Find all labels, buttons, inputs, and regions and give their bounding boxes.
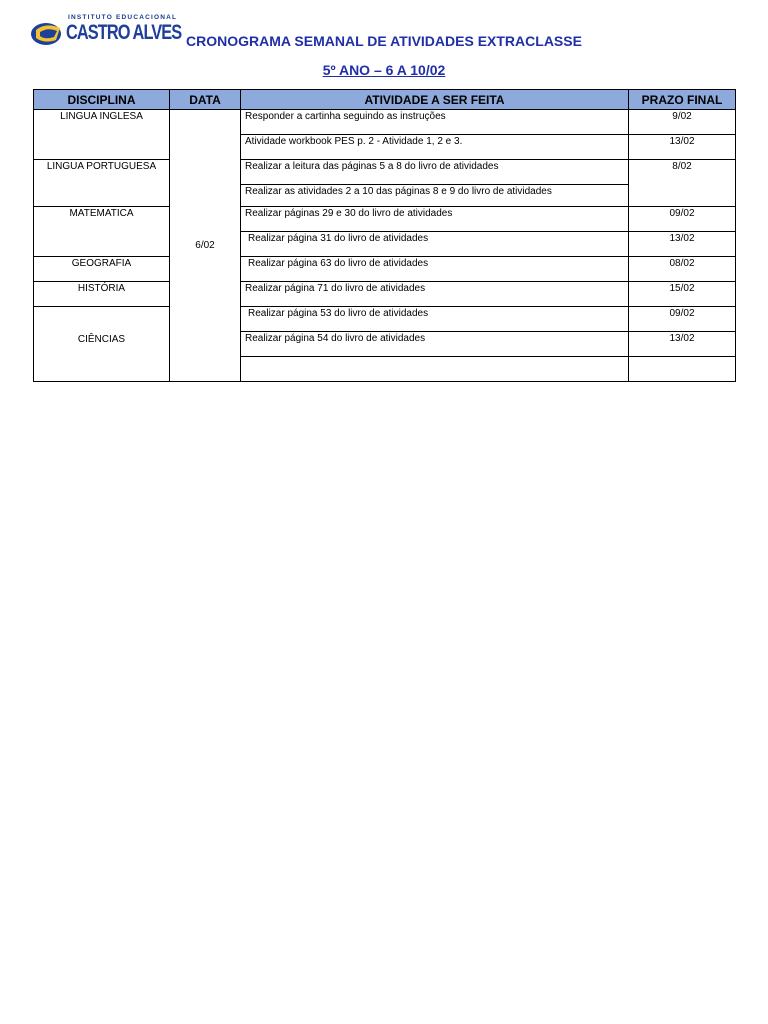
activity-cell	[241, 357, 629, 382]
logo-subtitle: INSTITUTO EDUCACIONAL	[68, 14, 178, 21]
subject-cell: HISTÓRIA	[34, 282, 170, 307]
activity-cell: Atividade workbook PES p. 2 - Atividade 1, 2 e 3.	[241, 135, 629, 160]
activity-cell: Realizar as atividades 2 a 10 das páginas 8 e 9 do livro de atividades	[241, 185, 629, 207]
column-header-disciplina: DISCIPLINA	[34, 90, 170, 110]
activity-cell: Realizar página 53 do livro de atividades	[241, 307, 629, 332]
schedule-table	[33, 89, 736, 382]
deadline-cell	[629, 357, 736, 382]
column-header-prazo: PRAZO FINAL	[629, 90, 736, 110]
deadline-cell: 8/02	[629, 160, 736, 207]
date-cell: 6/02	[170, 110, 241, 382]
deadline-cell: 08/02	[629, 257, 736, 282]
subject-cell: GEOGRAFIA	[34, 257, 170, 282]
deadline-cell: 13/02	[629, 332, 736, 357]
subject-cell: LINGUA PORTUGUESA	[34, 160, 170, 207]
table-row	[34, 207, 736, 232]
deadline-cell: 13/02	[629, 135, 736, 160]
table-header-row	[34, 90, 736, 110]
deadline-cell: 13/02	[629, 232, 736, 257]
column-header-atividade: ATIVIDADE A SER FEITA	[241, 90, 629, 110]
page-subtitle: 5º ANO – 6 A 10/02	[322, 62, 446, 78]
table-row	[34, 282, 736, 307]
activity-cell: Responder a cartinha seguindo as instruções	[241, 110, 629, 135]
column-header-data: DATA	[170, 90, 241, 110]
logo-brand-name: CASTRO ALVES	[66, 21, 182, 44]
activity-cell: Realizar a leitura das páginas 5 a 8 do livro de atividades	[241, 160, 629, 185]
subject-cell: CIÊNCIAS	[34, 307, 170, 382]
deadline-cell: 09/02	[629, 207, 736, 232]
page-title: CRONOGRAMA SEMANAL DE ATIVIDADES EXTRACLASSE	[186, 33, 582, 49]
table-row	[34, 257, 736, 282]
subject-cell: MATEMATICA	[34, 207, 170, 257]
table-row	[34, 110, 736, 135]
table-row	[34, 307, 736, 332]
deadline-cell: 9/02	[629, 110, 736, 135]
deadline-cell: 15/02	[629, 282, 736, 307]
activity-cell: Realizar páginas 29 e 30 do livro de atividades	[241, 207, 629, 232]
activity-cell: Realizar página 54 do livro de atividades	[241, 332, 629, 357]
activity-cell: Realizar página 31 do livro de atividades	[241, 232, 629, 257]
deadline-cell: 09/02	[629, 307, 736, 332]
activity-cell: Realizar página 63 do livro de atividades	[241, 257, 629, 282]
table-row	[34, 160, 736, 185]
subject-cell: LINGUA INGLESA	[34, 110, 170, 160]
activity-cell: Realizar página 71 do livro de atividades	[241, 282, 629, 307]
